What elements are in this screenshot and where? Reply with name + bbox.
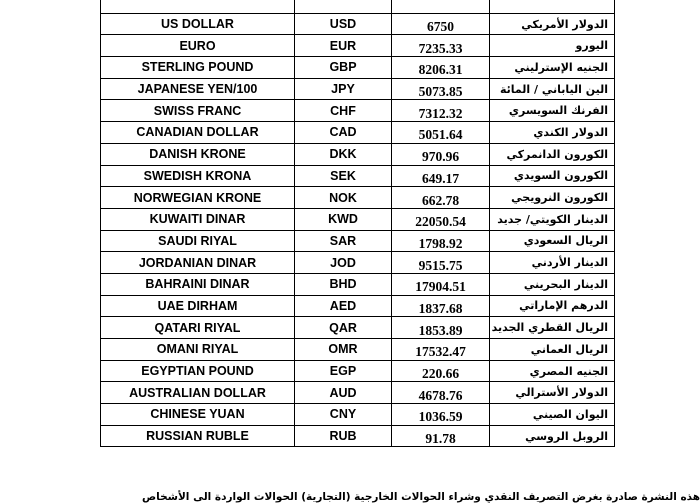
arabic-name-cell: اليوان الصيني [490,404,615,426]
rate-value: 220.66 [421,366,460,382]
rate-value: 1798.92 [418,235,463,251]
table-row [101,295,615,317]
currency-code-cell: JOD [295,252,392,274]
currency-name-cell: OMANI RIYAL [101,339,295,361]
currency-code-cell [295,0,392,13]
table-row [101,122,615,144]
currency-code-cell: CAD [295,122,392,144]
currency-code-cell: BHD [295,273,392,295]
arabic-name-cell [490,0,615,13]
currency-name-cell: CHINESE YUAN [101,404,295,426]
arabic-name-cell: الدرهم الإماراتي [490,295,615,317]
currency-name-cell: SAUDI RIYAL [101,230,295,252]
currency-name-cell: SWEDISH KRONA [101,165,295,187]
rate-cell [392,230,490,252]
rate-value: 91.78 [425,431,456,447]
arabic-name-cell: الدولار الأسترالي [490,382,615,404]
arabic-name-cell: الين الياباني / المائة [490,78,615,100]
table-row [101,273,615,295]
currency-code-cell: NOK [295,187,392,209]
rate-value: 17904.51 [415,279,466,295]
arabic-name-cell: الدينار البحريني [490,273,615,295]
arabic-name-cell: الجنيه الإسترليني [490,57,615,79]
rate-value: 8206.31 [418,62,463,78]
currency-code-cell: KWD [295,208,392,230]
table-row [101,35,615,57]
rate-cell [392,165,490,187]
currency-name-cell: EGYPTIAN POUND [101,360,295,382]
currency-name-cell [101,0,295,13]
table-row [101,425,615,447]
table-row [101,208,615,230]
currency-code-cell: EUR [295,35,392,57]
exchange-rates-table [100,0,615,447]
rate-cell [392,339,490,361]
currency-code-cell: AUD [295,382,392,404]
rate-cell [392,143,490,165]
currency-code-cell: CHF [295,100,392,122]
rate-cell [392,425,490,447]
rate-cell [392,57,490,79]
rate-cell [392,360,490,382]
arabic-name-cell: الريال العماني [490,339,615,361]
rate-cell [392,187,490,209]
arabic-name-cell: الدينار الكويتي/ جديد [490,208,615,230]
arabic-name-cell: الكورون الدانمركي [490,143,615,165]
currency-code-cell: OMR [295,339,392,361]
rate-value: 5073.85 [418,84,463,100]
table-row [101,339,615,361]
currency-name-cell: CANADIAN DOLLAR [101,122,295,144]
arabic-name-cell: الفرنك السويسري [490,100,615,122]
currency-code-cell: QAR [295,317,392,339]
table-row [101,165,615,187]
rate-cell [392,78,490,100]
currency-code-cell: DKK [295,143,392,165]
table-row [101,13,615,35]
rate-cell [392,317,490,339]
rate-value: 7312.32 [418,105,463,121]
currency-code-cell: USD [295,13,392,35]
table-row [101,382,615,404]
currency-name-cell: DANISH KRONE [101,143,295,165]
currency-code-cell: RUB [295,425,392,447]
rate-value: 5051.64 [418,127,463,143]
table-row [101,78,615,100]
rate-cell [392,0,490,13]
footer-note: هذه النشرة صادرة بغرض التصريف النقدي وشراء الحوالات الخارجية (التجارية) الحوالات الواردة الى الأشخاص [142,491,700,503]
rate-cell [392,100,490,122]
rate-value: 1036.59 [418,409,463,425]
table-row-top [101,0,615,13]
rate-cell [392,13,490,35]
currency-name-cell: SWISS FRANC [101,100,295,122]
arabic-name-cell: الدولار الأمريكي [490,13,615,35]
currency-name-cell: NORWEGIAN KRONE [101,187,295,209]
table-row [101,143,615,165]
arabic-name-cell: اليورو [490,35,615,57]
currency-code-cell: EGP [295,360,392,382]
currency-name-cell: JORDANIAN DINAR [101,252,295,274]
currency-code-cell: SEK [295,165,392,187]
arabic-name-cell: الروبل الروسي [490,425,615,447]
currency-name-cell: UAE DIRHAM [101,295,295,317]
arabic-name-cell: الكورون السويدي [490,165,615,187]
currency-name-cell: US DOLLAR [101,13,295,35]
rate-value: 9515.75 [418,257,463,273]
rate-value: 7235.33 [418,40,463,56]
currency-code-cell: GBP [295,57,392,79]
table-row [101,230,615,252]
table-row [101,404,615,426]
rate-value: 662.78 [421,192,460,208]
rates-table-body [101,0,615,447]
rate-cell [392,404,490,426]
rate-value: 17532.47 [415,344,466,360]
table-row [101,317,615,339]
rate-value: 22050.54 [415,214,466,230]
arabic-name-cell: الدولار الكندي [490,122,615,144]
rate-value: 6750 [427,19,454,35]
rate-cell [392,273,490,295]
currency-code-cell: CNY [295,404,392,426]
rate-cell [392,382,490,404]
arabic-name-cell: الريال السعودي [490,230,615,252]
arabic-name-cell: الجنيه المصري [490,360,615,382]
arabic-name-cell: الدينار الأردني [490,252,615,274]
currency-name-cell: EURO [101,35,295,57]
rate-value: 1837.68 [418,300,463,316]
rate-value: 649.17 [421,170,460,186]
rate-value: 970.96 [421,149,460,165]
currency-name-cell: STERLING POUND [101,57,295,79]
currency-code-cell: SAR [295,230,392,252]
currency-name-cell: BAHRAINI DINAR [101,273,295,295]
currency-code-cell: AED [295,295,392,317]
rate-cell [392,122,490,144]
table-row [101,252,615,274]
currency-name-cell: KUWAITI DINAR [101,208,295,230]
arabic-name-cell: الكورون النرويجي [490,187,615,209]
currency-code-cell: JPY [295,78,392,100]
currency-name-cell: QATARI RIYAL [101,317,295,339]
currency-name-cell: JAPANESE YEN/100 [101,78,295,100]
rate-cell [392,252,490,274]
table-row [101,100,615,122]
currency-name-cell: RUSSIAN RUBLE [101,425,295,447]
table-row [101,360,615,382]
rate-value: 1853.89 [418,322,463,338]
rate-value: 4678.76 [418,387,463,403]
currency-name-cell: AUSTRALIAN DOLLAR [101,382,295,404]
rate-cell [392,208,490,230]
arabic-name-cell: الريال القطري الجديد [490,317,615,339]
rate-cell [392,295,490,317]
table-row [101,57,615,79]
table-row [101,187,615,209]
rate-cell [392,35,490,57]
